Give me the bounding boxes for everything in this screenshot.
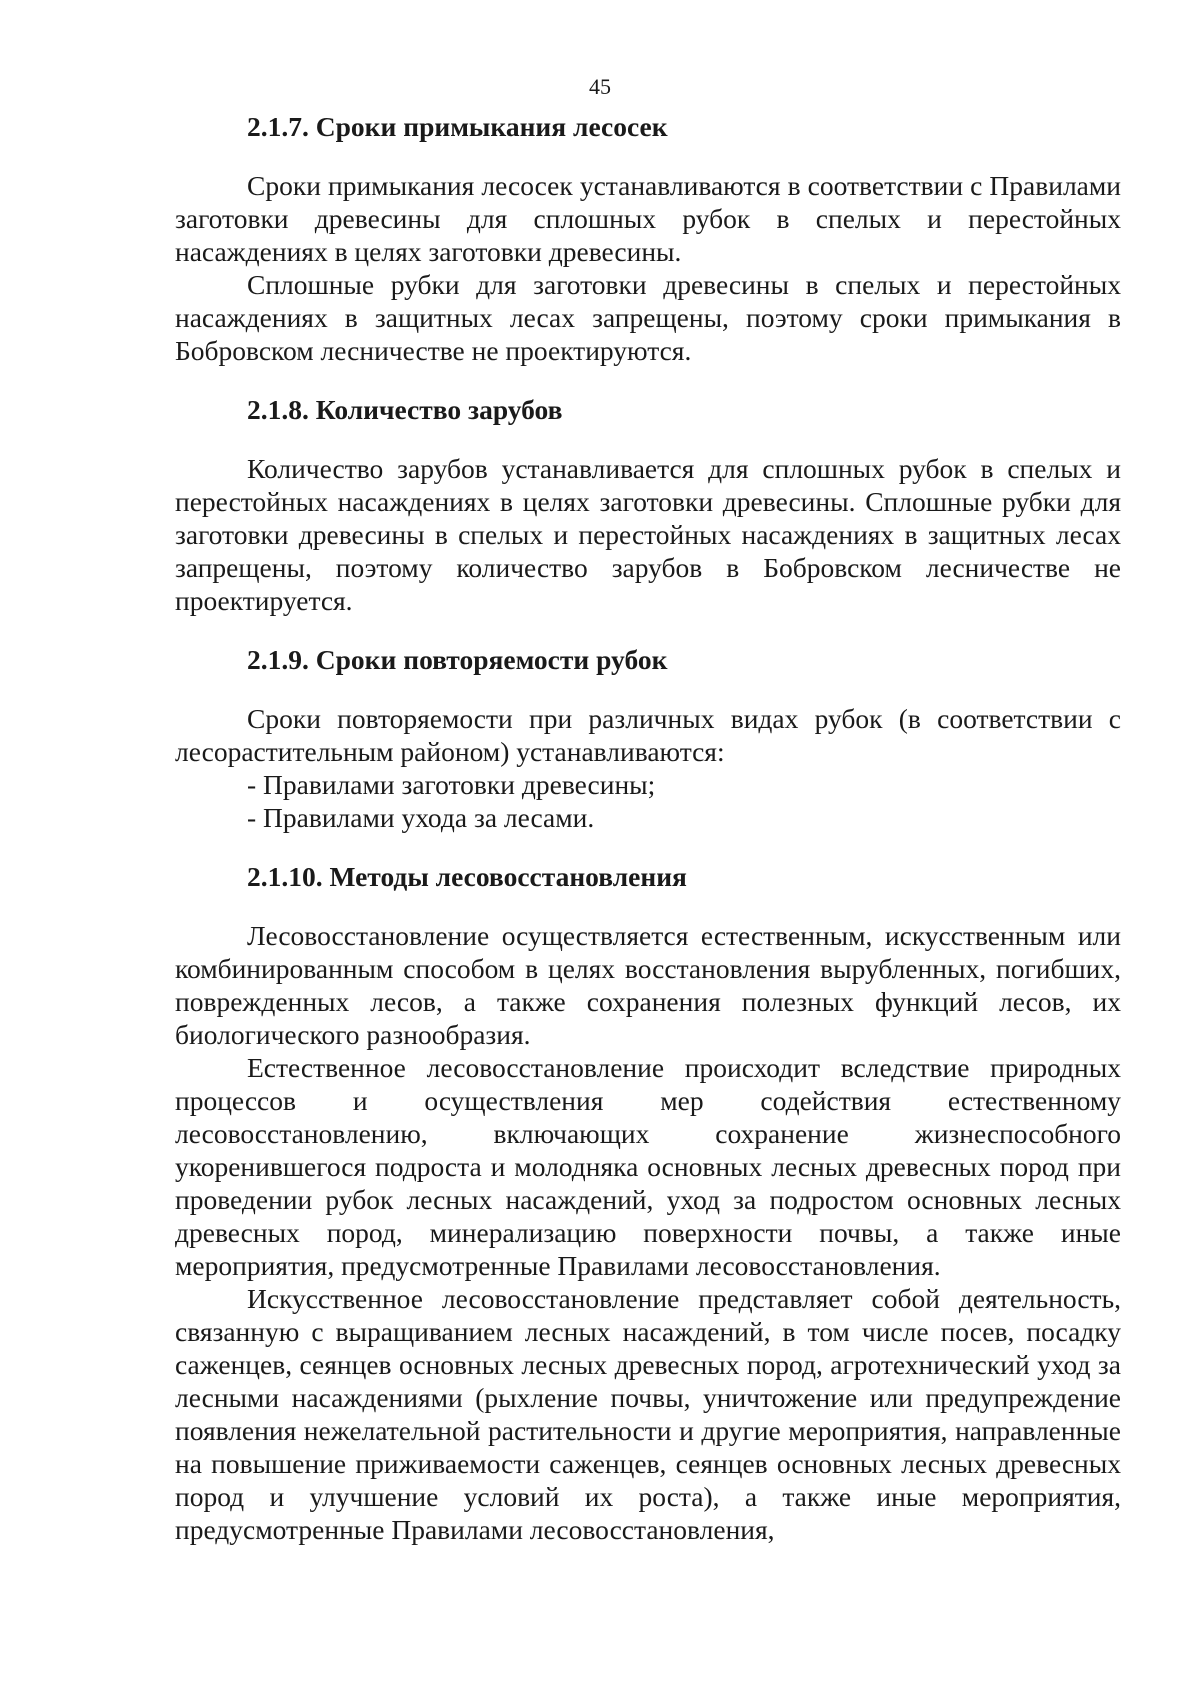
paragraph: Искусственное лесовосстановление представляет собой деятельность, связанную с выращиванием лесных насаждений, в том числе посев, посадку саженцев, сеянцев основных лесных древесных пород, агротехнический уход за лесными насаждениями (рыхление почвы, уничтожение или предупреждение появления нежелательной растительности и другие мероприятия, направленные на повышение приживаемости саженцев, сеянцев основных лесных древесных пород и улучшение условий их роста), а также иные мероприятия, предусмотренные Правилами лесовосстановления, (175, 1283, 1121, 1545)
section-2-1-9 (175, 643, 1121, 834)
page-number: 45 (589, 74, 611, 99)
paragraph: Сроки примыкания лесосек устанавливаются в соответствии с Правилами заготовки древесины для сплошных рубок в спелых и перестойных насаждениях в целях заготовки древесины. (175, 170, 1121, 267)
section-heading: 2.1.8. Количество зарубов (247, 394, 563, 425)
paragraph: Сроки повторяемости при различных видах рубок (в соответствии с лесорастительным районом) устанавливаются: (175, 703, 1121, 767)
section-2-1-8 (175, 393, 1121, 617)
list-item: - Правилами ухода за лесами. (247, 802, 595, 833)
section-2-1-10 (175, 860, 1121, 1546)
paragraph: Естественное лесовосстановление происходит вследствие природных процессов и осуществления мер содействия естественному лесовосстановлению, включающих сохранение жизнеспособного укоренившегося подроста и молодняка основных лесных древесных пород при проведении рубок лесных насаждений, уход за подростом основных лесных древесных пород, минерализацию поверхности почвы, а также иные мероприятия, предусмотренные Правилами лесовосстановления. (175, 1052, 1121, 1281)
paragraph: Лесовосстановление осуществляется естественным, искусственным или комбинированным способом в целях восстановления вырубленных, погибших, поврежденных лесов, а также сохранения полезных функций лесов, их биологического разнообразия. (175, 920, 1121, 1050)
section-heading: 2.1.9. Сроки повторяемости рубок (247, 644, 668, 675)
list-item: - Правилами заготовки древесины; (247, 769, 656, 800)
section-heading: 2.1.10. Методы лесовосстановления (247, 861, 687, 892)
paragraph: Сплошные рубки для заготовки древесины в спелых и перестойных насаждениях в защитных лесах запрещены, поэтому сроки примыкания в Бобровском лесничестве не проектируются. (175, 269, 1121, 366)
section-2-1-7 (175, 110, 1121, 367)
document-body (175, 110, 1121, 1546)
section-heading: 2.1.7. Сроки примыкания лесосек (247, 111, 668, 142)
paragraph: Количество зарубов устанавливается для сплошных рубок в спелых и перестойных насаждениях в целях заготовки древесины. Сплошные рубки для заготовки древесины в спелых и перестойных насаждениях в защитных лесах запрещены, поэтому количество зарубов в Бобровском лесничестве не проектируется. (175, 453, 1121, 616)
